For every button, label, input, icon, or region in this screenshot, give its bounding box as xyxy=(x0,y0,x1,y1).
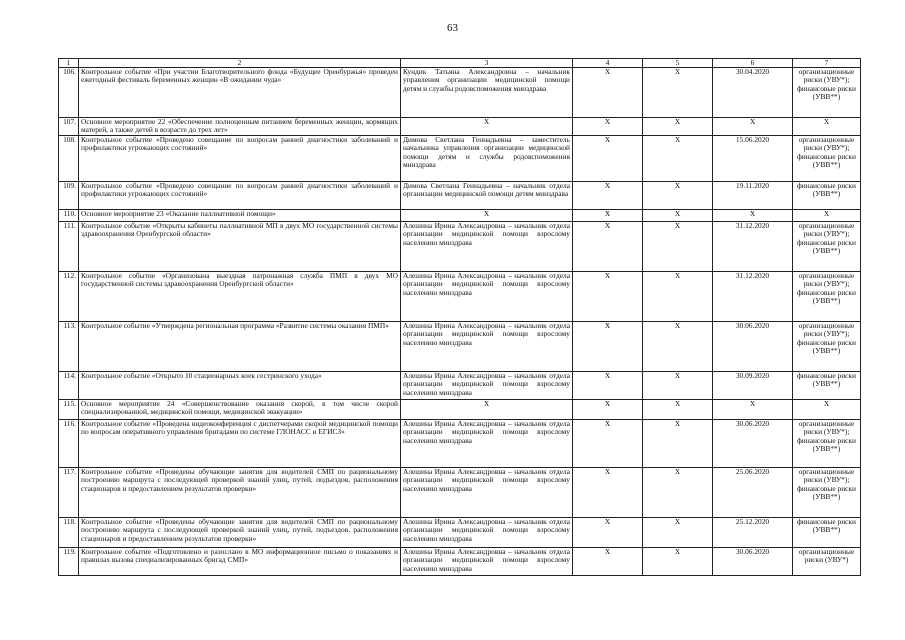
risk-text: организационные риски (УВУ*); финансовые риски (УВВ**) xyxy=(793,272,861,322)
responsible-text: Димова Светлана Геннадьевна – начальник отдела организации медицинской помощи детям минздрава xyxy=(401,182,573,210)
event-text: Контрольное событие «Проведена видеоконференция с диспетчерами скорой медицинской помощи по вопросам оперативного управления бригадами по системе ГЛОНАСС и ЕГИСЗ» xyxy=(79,420,401,468)
row-number: 115. xyxy=(59,400,79,420)
row-number: 113. xyxy=(59,322,79,372)
deadline-date: 19.11.2020 xyxy=(713,182,793,210)
event-text: Контрольное событие «Утверждена региональная программа «Развитие системы оказания ПМП» xyxy=(79,322,401,372)
risk-text: организационные риски (УВУ*); финансовые риски (УВВ**) xyxy=(793,420,861,468)
plan-table xyxy=(58,58,861,576)
x-mark: Х xyxy=(573,182,643,210)
x-mark: Х xyxy=(573,400,643,420)
column-number-header: 1 xyxy=(59,59,79,68)
risk-text: Х xyxy=(793,118,861,136)
row-number: 111. xyxy=(59,222,79,272)
event-text: Контрольное событие «Открыто 10 стационарных коек сестринского ухода» xyxy=(79,372,401,400)
row-number: 109. xyxy=(59,182,79,210)
deadline-date: 31.12.2020 xyxy=(713,222,793,272)
row-number: 118. xyxy=(59,518,79,548)
deadline-date: 25.12.2020 xyxy=(713,518,793,548)
risk-text: Х xyxy=(793,210,861,222)
responsible-text: Алешина Ирина Александровна – начальник отдела организации медицинской помощи взрослому населению минздрава xyxy=(401,420,573,468)
x-mark: Х xyxy=(643,210,713,222)
row-number: 114. xyxy=(59,372,79,400)
row-number: 110. xyxy=(59,210,79,222)
responsible-text: Х xyxy=(401,118,573,136)
table-row xyxy=(59,210,861,222)
responsible-text: Алешина Ирина Александровна – начальник отдела организации медицинской помощи взрослому населению минздрава xyxy=(401,372,573,400)
risk-text: организационные риски (УВУ*); финансовые риски (УВВ**) xyxy=(793,68,861,118)
event-text: Контрольное событие «Проведены обучающие занятия для водителей СМП по рациональному построению маршрута с последующей проверкой знаний улиц, путей, подъездов, расположения стационаров и предоставлением результатов проверки» xyxy=(79,468,401,518)
x-mark: Х xyxy=(573,420,643,468)
row-number: 119. xyxy=(59,548,79,576)
x-mark: Х xyxy=(573,272,643,322)
risk-text: организационные риски (УВУ*); финансовые риски (УВВ**) xyxy=(793,136,861,182)
deadline-date: 30.06.2020 xyxy=(713,420,793,468)
row-number: 117. xyxy=(59,468,79,518)
event-text: Контрольное событие «Подготовлено и разослано в МО информационное письмо о показаниях и правилах вызова специализированных бригад СМП» xyxy=(79,548,401,576)
deadline-date: 25.06.2020 xyxy=(713,468,793,518)
risk-text: Х xyxy=(793,400,861,420)
table-row xyxy=(59,68,861,118)
event-text: Контрольное событие «Проведены обучающие занятия для водителей СМП по рациональному построению маршрута с последующей проверкой знаний улиц, путей, подъездов, расположения стационаров и предоставлением результатов проверки» xyxy=(79,518,401,548)
event-text: Основное мероприятие 22 «Обеспечение полноценным питанием беременных женщин, кормящих матерей, а также детей в возрасте до трех лет» xyxy=(79,118,401,136)
deadline-date: 15.06.2020 xyxy=(713,136,793,182)
event-text: Основное мероприятие 24 «Совершенствование оказания скорой, в том числе скорой специализированной, медицинской помощи, медицинской эвакуации» xyxy=(79,400,401,420)
responsible-text: Алешина Ирина Александровна – начальник отдела организации медицинской помощи взрослому населению минздрава xyxy=(401,222,573,272)
x-mark: Х xyxy=(573,210,643,222)
deadline-date: Х xyxy=(713,118,793,136)
risk-text: организационные риски (УВУ*); финансовые риски (УВВ**) xyxy=(793,468,861,518)
deadline-date: Х xyxy=(713,400,793,420)
event-text: Контрольное событие «Проведено совещание по вопросам ранней диагностики заболеваний и профилактики угрожающих состояний» xyxy=(79,182,401,210)
deadline-date: 30.06.2020 xyxy=(713,548,793,576)
responsible-text: Алешина Ирина Александровна – начальник отдела организации медицинской помощи взрослому населению минздрава xyxy=(401,468,573,518)
responsible-text: Димова Светлана Геннадьевна – заместитель начальника управления организации медицинской помощи детям и службы родовспоможения минздрава xyxy=(401,136,573,182)
x-mark: Х xyxy=(573,518,643,548)
deadline-date: 31.12.2020 xyxy=(713,272,793,322)
deadline-date: 30.09.2020 xyxy=(713,372,793,400)
x-mark: Х xyxy=(643,518,713,548)
event-text: Контрольное событие «Проведено совещание по вопросам ранней диагностики заболеваний и профилактики угрожающих состояний» xyxy=(79,136,401,182)
responsible-text: Кундик Татьяна Александровна – начальник управления организации медицинской помощи детям и службы родовспоможения минздрава xyxy=(401,68,573,118)
column-number-row xyxy=(59,59,861,68)
responsible-text: Алешина Ирина Александровна – начальник отдела организации медицинской помощи взрослому населению минздрава xyxy=(401,322,573,372)
responsible-text: Х xyxy=(401,210,573,222)
deadline-date: Х xyxy=(713,210,793,222)
x-mark: Х xyxy=(643,322,713,372)
risk-text: финансовые риски (УВВ**) xyxy=(793,372,861,400)
table-row xyxy=(59,548,861,576)
risk-text: финансовые риски (УВВ**) xyxy=(793,518,861,548)
x-mark: Х xyxy=(643,182,713,210)
x-mark: Х xyxy=(643,468,713,518)
x-mark: Х xyxy=(573,468,643,518)
x-mark: Х xyxy=(573,322,643,372)
table-row xyxy=(59,468,861,518)
row-number: 108. xyxy=(59,136,79,182)
x-mark: Х xyxy=(573,118,643,136)
table-row xyxy=(59,372,861,400)
x-mark: Х xyxy=(573,68,643,118)
table-row xyxy=(59,518,861,548)
x-mark: Х xyxy=(643,400,713,420)
event-text: Контрольное событие «Организована выездная патронажная служба ПМП в двух МО государственной системы здравоохранения Оренбургской области» xyxy=(79,272,401,322)
column-number-header: 4 xyxy=(573,59,643,68)
row-number: 112. xyxy=(59,272,79,322)
row-number: 116. xyxy=(59,420,79,468)
event-text: Контрольное событие «Открыты кабинеты паллиативной МП в двух МО государственной системы здравоохранения Оренбургской области» xyxy=(79,222,401,272)
risk-text: организационные риски (УВУ*) xyxy=(793,548,861,576)
x-mark: Х xyxy=(643,118,713,136)
deadline-date: 30.06.2020 xyxy=(713,322,793,372)
table-row xyxy=(59,182,861,210)
table-row xyxy=(59,118,861,136)
column-number-header: 5 xyxy=(643,59,713,68)
table-row xyxy=(59,136,861,182)
risk-text: организационные риски (УВУ*); финансовые риски (УВВ**) xyxy=(793,222,861,272)
x-mark: Х xyxy=(573,548,643,576)
x-mark: Х xyxy=(573,372,643,400)
x-mark: Х xyxy=(643,548,713,576)
column-number-header: 6 xyxy=(713,59,793,68)
x-mark: Х xyxy=(573,136,643,182)
deadline-date: 30.04.2020 xyxy=(713,68,793,118)
table-row xyxy=(59,272,861,322)
risk-text: организационные риски (УВУ*); финансовые риски (УВВ**) xyxy=(793,322,861,372)
responsible-text: Алешина Ирина Александровна – начальник отдела организации медицинской помощи взрослому населению минздрава xyxy=(401,518,573,548)
page-number: 63 xyxy=(447,22,458,34)
x-mark: Х xyxy=(643,68,713,118)
column-number-header: 3 xyxy=(401,59,573,68)
x-mark: Х xyxy=(643,372,713,400)
responsible-text: Алешина Ирина Александровна – начальник отдела организации медицинской помощи взрослому населению минздрава xyxy=(401,272,573,322)
table-row xyxy=(59,222,861,272)
x-mark: Х xyxy=(643,420,713,468)
x-mark: Х xyxy=(573,222,643,272)
table-row xyxy=(59,400,861,420)
table-row xyxy=(59,420,861,468)
event-text: Контрольное событие «При участии Благотворительного фонда «Будущее Оренбуржья» проведен ежегодный фестиваль беременных женщин «В ожидании чуда» xyxy=(79,68,401,118)
row-number: 106. xyxy=(59,68,79,118)
column-number-header: 7 xyxy=(793,59,861,68)
x-mark: Х xyxy=(643,222,713,272)
x-mark: Х xyxy=(643,136,713,182)
risk-text: финансовые риски (УВВ**) xyxy=(793,182,861,210)
table-row xyxy=(59,322,861,372)
column-number-header: 2 xyxy=(79,59,401,68)
x-mark: Х xyxy=(643,272,713,322)
event-text: Основное мероприятие 23 «Оказание паллиативной помощи» xyxy=(79,210,401,222)
responsible-text: Алешина Ирина Александровна – начальник отдела организации медицинской помощи взрослому населению минздрава xyxy=(401,548,573,576)
responsible-text: Х xyxy=(401,400,573,420)
row-number: 107. xyxy=(59,118,79,136)
